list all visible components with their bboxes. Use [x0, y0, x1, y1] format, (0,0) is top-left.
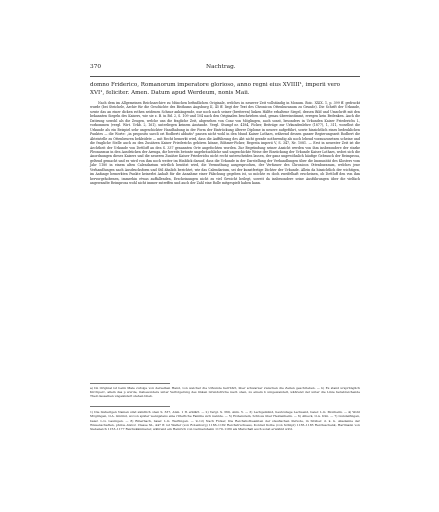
commentary-paragraph [90, 101, 360, 186]
numbered-footnotes [90, 410, 360, 431]
charter-line-1: domno Friderico, Romanorum imperatore glorioso, anno regni eius XVIIII¹, imperii vero [90, 82, 340, 88]
footnote-divider [90, 383, 170, 384]
page-header [90, 64, 360, 74]
textual-notes [90, 386, 360, 398]
textual-notes-text: a) Im Original ist beim Male zufolge von derselben Hand, von welcher die Urkunde herrührt, über schwarzer zwischen die Zeilen geschrieben. — b) Es stand ursprünglich Kirchperc, allein das p wurde, insbesondere unter Verfolgerung des linken Grundstriche nach oben, zu einem b umgewandelt, während der unter die Linie herabreichende Theil desselben ungeändert stehen blieb. [90, 386, 360, 398]
footnote-divider-2 [90, 406, 170, 407]
running-title: Nachtrag. [206, 64, 236, 70]
charter-closing-text [90, 82, 360, 97]
charter-line-2: XVI¹, feliciter. Amen. Datum apud Werdeum, nonis Maii. [90, 89, 250, 96]
header-rule [90, 76, 360, 77]
numbered-footnotes-text: 1) Die bisherigen Namen sind sämtlich oben S. 337, Anm. 1 ff. erklärt. — 2) Vergl. S. 369, Anm. 5. — 3) Lechgemünd, heutzutage Lechsend, baier. L.G. Monheim. — 4) Wohl Möglingen, O.A. Gmünd, wovon später wenigstens eine ritterliche Familie sich nannte. — 5) Hohenstein, Schloss über Heidenheim. — 6) Albeck, O.A. Ulm. — 7) Gundelfingen, baier. L.G. Lauingen. — 8) Biberbach, baier. L.G. Wertingen. — 9–12) Nach Ficker, Die Reichshofbeamten der staufischen Periode, in Sitzber. d. k. k. Akademie der Wissenschaften, philos.-histor. Classe XL, 447 ff. ist Walter (von Rotenburg) 1166–1182 Reichstruchsess, Konrad Kolbe (von Schüpf) 1165–1183 Reichsschenk, Hartmann von Siebeneich 1153–1177 Reichskämmerer, während ein Heinrich von Germersheim 1170–1180 als Marschall auch sonst erwähnt wird. [90, 410, 360, 432]
page-number: 370 [90, 64, 102, 70]
commentary-text: Nach dem im Allgemeinen Reichsarchive zu München befindlichen Originale, welches in neuerer Zeit vollständig in Monum. Boic. XXIX. 1, p. 399 ff. gedruckt wurde (bei Steichele, Archiv für die Geschichte des Bisthums Augsburg II, 45 ff. liegt der Text des Chronicon Ottenburanum zu Grunde). Die Schrift der Urkunde, sowie das an einer dicken rothen seidenen Schnur anhängende, nur noch nach seiner (breiteren) linken Hälfte erhaltene Siegel, dessen Bild und Umschrift mit den bekannten Siegeln des Kaisers, wie sie z. B. in Bd. 2, S. 109 und 104 nach den Originalen beschrieben sind, genau übereinstimmt, erregen kein Bedenken. Auch die Datirung sowohl als die Zeugen, welche uns die fragliche Zeit, abgesehen von Conz von Möglingen, auch sonst, besonders in Urkunden Kaiser Friederichs I., vorkommen (vergl. Wirt. Urkb. 2, 161), unterliegen keinem Anstande. Vergl. Stumpf nr. 4184, Ficker, Beiträge zur Urkundenlehre (1877), 1, 311, woselbst die Urkunde als ein Beispiel sehr ungeschickter Handhabung in der Form der Eintrückung älterer Diplome in neuere aufgeführt, sowie hinsichtlich eines bedenklichen Punktes — die Worte: „in proposito saecli ori Rodberti abbatis" passen nicht wohl in den Mund Kaiser Lothars, während dessen ganzer Regierungszeit Rodbert die Abteistelle zu Ottenbeuren bekleidete — mit Recht bemerkt wird, dass die Aufführung des Abt nicht gerade nothwendig als noch lebend vorauszusetzen scheine und die fragliche Stelle auch zu den Zusätzen Kaiser Friederichs gehören könne, Böhmer-Ficker, Regesta imperii V, S. 347, Nr. 1081. — Erst in neuester Zeit ist die Aechtheit der Urkunde von Dettloff an den S. 337 genannten Orte angefochten worden. Zur Begründung seiner Ansicht werden von ihm insbesondere der starke Pleonasmus in den Ausdrücken der Arenga, die bereits betonte ungebräuchliche und ungeschickte Weise der Einrückung der Urkunde Kaiser Lothars, wobei sich die Anordnungen dieses Kaisers und die neueren Zusätze Kaiser Friederichs nicht recht unterscheiden lassen, der ganz ungewöhnlich häufige Gebrauch der Reimprosa, geltend gemacht und es wird von ihm noch weiter im Hinblick darauf, dass die Urkunde in der Darstellung der Verhandlungen über die Immunität des Klosters vom Jahr 1180 in einem alten Calendarium wörtlich benützt wird, die Vermuthung ausgesprochen, der Verfasser des Chronicon Ottenburanum, welches jene Verhandlungen nach Ausdrucksform und Stil ähnlich berichtet, wie das Calendarium, sei der kunstfertige Dichter der Urkunde. Allein da hinsichtlich der wichtigen, im Anfange bemerkten Punkte keinerlei Anhalt für die Annahme einer Fälschung gegeben ist, so möchte es doch zweifelhaft erscheinen, ob Dettloff den von ihm hervorgehobenen, immerhin etwas auffallenden, Erscheinungen nicht zu viel Gewicht beilegt, soweit da insbesondere seine Ausführungen über die vielfach angewandte Reimprosa wohl nicht immer zutreffen und auch der Zahl eine Rolle mitgespielt haben kann. [90, 101, 360, 186]
